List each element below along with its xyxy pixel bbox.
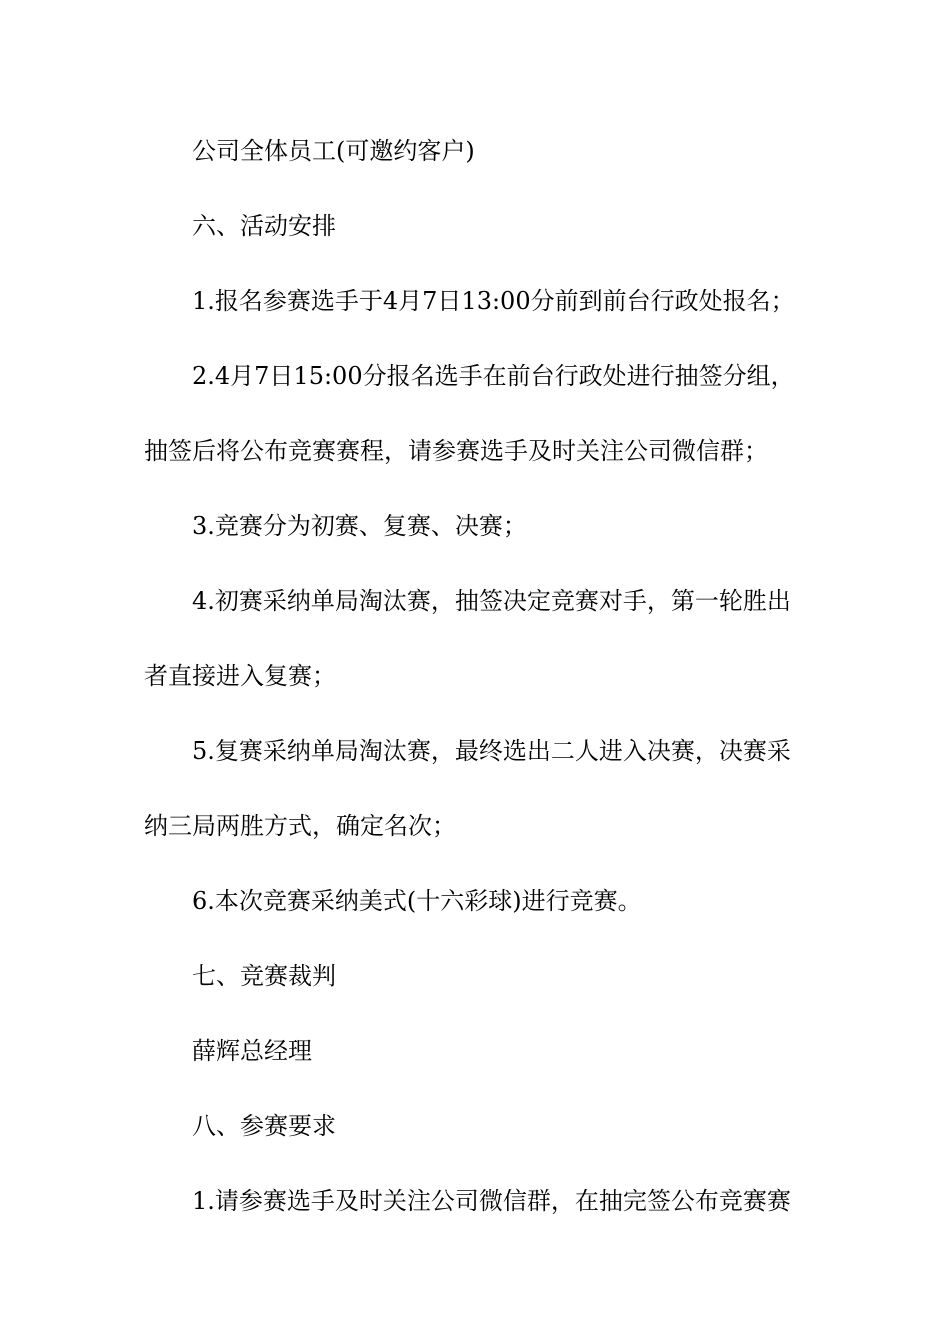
text-line: 5.复赛采纳单局淘汰赛，最终选出二人进入决赛，决赛采 xyxy=(192,737,791,765)
text-line: 薛辉总经理 xyxy=(192,1037,312,1065)
text-line: 公司全体员工(可邀约客户) xyxy=(192,137,475,165)
section-heading: 八、参赛要求 xyxy=(192,1112,336,1140)
text-line: 纳三局两胜方式，确定名次； xyxy=(144,812,456,840)
section-heading: 七、竞赛裁判 xyxy=(192,962,336,990)
text-line: 4.初赛采纳单局淘汰赛，抽签决定竞赛对手，第一轮胜出 xyxy=(192,587,791,615)
document-body xyxy=(144,114,808,1239)
text-line: 者直接进入复赛； xyxy=(144,662,336,690)
text-line: 3.竞赛分为初赛、复赛、决赛； xyxy=(192,512,527,540)
text-line: 6.本次竞赛采纳美式(十六彩球)进行竞赛。 xyxy=(192,887,642,915)
text-line: 2.4月7日15:00分报名选手在前台行政处进行抽签分组， xyxy=(192,362,795,390)
text-line: 抽签后将公布竞赛赛程，请参赛选手及时关注公司微信群； xyxy=(144,437,768,465)
text-line: 1.请参赛选手及时关注公司微信群，在抽完签公布竞赛赛 xyxy=(192,1187,791,1215)
section-heading: 六、活动安排 xyxy=(192,212,336,240)
text-line: 1.报名参赛选手于4月7日13:00分前到前台行政处报名； xyxy=(192,287,795,315)
